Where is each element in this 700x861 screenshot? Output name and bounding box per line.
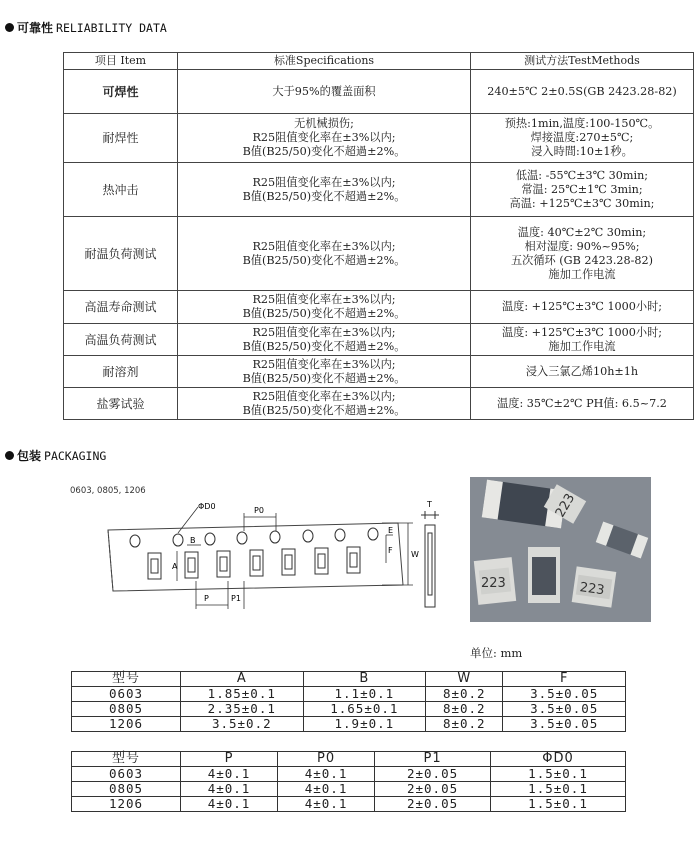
test-item: 耐焊性 [64,114,178,163]
dimension-cell: 2.35±0.1 [181,702,304,717]
label-f: F [388,546,393,555]
label-b: B [190,536,196,545]
reliability-row [64,356,694,388]
label-d0: ΦD0 [198,502,216,511]
reliability-row [64,217,694,291]
dimension-cell: 8±0.2 [426,702,503,717]
packaging-title-en: PACKAGING [44,448,107,463]
table-row [72,687,626,702]
label-a: A [172,562,178,571]
column-header: 型号 [72,672,181,687]
dimension-cell: 1.1±0.1 [303,687,426,702]
dimension-cell: 1.9±0.1 [303,717,426,732]
reliability-section-title [5,19,167,36]
specification-line: R25阻值变化率在±3%以内; [252,293,396,306]
specification-line: R25阻值变化率在±3%以内; [252,175,396,189]
test-method-cell [471,291,694,324]
specification-line: B值(B25/50)变化不超過±2%。 [242,371,406,385]
specification-line: B值(B25/50)变化不超過±2%。 [242,403,406,417]
specification-cell [178,217,471,291]
model-cell: 1206 [72,717,181,732]
column-header: W [426,672,503,687]
dimension-cell: 4±0.1 [278,767,375,782]
specification-line: R25阻值变化率在±3%以内; [252,325,396,339]
table-row [72,782,626,797]
test-method-line: 高温: +125℃±3℃ 30min; [509,196,655,210]
dimension-cell: 3.5±0.2 [181,717,304,732]
tape-outline [108,523,403,591]
test-method-line: 温度: +125℃±3℃ 1000小时; [501,300,663,313]
specification-line: B值(B25/50)变化不超過±2%。 [242,339,406,353]
test-method-line: 低温: -55℃±3℃ 30min; [515,168,649,182]
header-specifications: 标准Specifications [178,53,471,70]
dimension-cell: 1.5±0.1 [491,782,626,797]
label-w: W [411,550,419,559]
test-method-line: 预热:1min,温度:100-150℃。 [504,117,660,130]
bullet-dot-icon [5,23,14,32]
reliability-row [64,388,694,420]
test-method-cell [471,163,694,217]
dimension-cell: 1.85±0.1 [181,687,304,702]
reliability-title-en: RELIABILITY DATA [56,20,167,35]
packaging-title-cn: 包装 [17,449,42,463]
column-header: 型号 [72,752,181,767]
specification-line: 大于95%的覆盖面积 [272,84,376,98]
test-method-line: 温度: +125℃±3℃ 1000小时; [501,325,663,339]
test-method-line: 五次循环 (GB 2423.28-82) [510,253,654,267]
test-method-line: 浸入三氯乙烯10h±1h [525,364,639,378]
dimension-cell: 2±0.05 [375,797,491,812]
reliability-row [64,291,694,324]
chip-marking-3: 223 [578,580,606,599]
specification-line: 无机械损伤; [294,117,354,130]
label-e: E [388,526,394,535]
specification-cell [178,163,471,217]
specification-line: B值(B25/50)变化不超過±2%。 [242,145,406,158]
column-header: F [503,672,626,687]
table-row [72,767,626,782]
carrier-tape-drawing [68,483,448,623]
dimension-cell: 1.65±0.1 [303,702,426,717]
dimension-cell: 3.5±0.05 [503,702,626,717]
test-item: 热冲击 [64,163,178,217]
reliability-table [63,52,694,420]
specification-cell [178,114,471,163]
specification-line: B值(B25/50)变化不超過±2%。 [242,189,406,203]
reliability-row [64,114,694,163]
column-header: P0 [278,752,375,767]
test-method-line: 温度: 40℃±2℃ 30min; [517,225,647,239]
specification-cell [178,324,471,356]
header-item: 项目 Item [64,53,178,70]
test-item: 高温寿命测试 [64,291,178,324]
dimension-cell: 3.5±0.05 [503,717,626,732]
specification-cell [178,70,471,114]
model-cell: 0805 [72,782,181,797]
drawing-caption: 0603, 0805, 1206 [70,486,146,496]
dimension-cell: 1.5±0.1 [491,767,626,782]
dimension-cell: 4±0.1 [181,767,278,782]
dimension-cell: 3.5±0.05 [503,687,626,702]
dimension-cell: 8±0.2 [426,687,503,702]
column-header: P [181,752,278,767]
packaging-table-pitch [71,751,626,812]
bullet-dot-icon [5,451,14,460]
reliability-header-row [64,53,694,70]
specification-line: B值(B25/50)变化不超過±2%。 [242,253,406,267]
test-method-cell [471,388,694,420]
reliability-row [64,70,694,114]
chip-left [474,557,516,605]
label-p: P [204,594,209,603]
specification-line: R25阻值变化率在±3%以内; [252,389,396,403]
test-method-line: 施加工作电流 [548,267,616,281]
specification-line: R25阻值变化率在±3%以内; [252,239,396,253]
dimension-cell: 1.5±0.1 [491,797,626,812]
test-method-cell [471,324,694,356]
test-method-line: 焊接温度:270±5℃; [530,131,634,144]
test-method-line: 温度: 35℃±2℃ PH值: 6.5~7.2 [497,396,667,410]
test-item: 耐温负荷测试 [64,217,178,291]
packaging-table-header [72,672,626,687]
test-item: 高温负荷测试 [64,324,178,356]
dimension-cell: 4±0.1 [278,782,375,797]
test-method-line: 240±5℃ 2±0.5S(GB 2423.28-82) [487,84,677,98]
table-row [72,702,626,717]
tape-side-view [421,511,439,607]
specification-line: R25阻值变化率在±3%以内; [252,131,396,144]
dimension-cell: 2±0.05 [375,782,491,797]
dimension-cell: 4±0.1 [181,782,278,797]
column-header: P1 [375,752,491,767]
specification-cell [178,388,471,420]
packaging-table-dimensions [71,671,626,732]
chip-marking-1: 223 [552,491,579,521]
test-method-cell [471,114,694,163]
test-item: 耐溶剂 [64,356,178,388]
test-method-cell [471,217,694,291]
specification-line: R25阻值变化率在±3%以内; [252,357,396,371]
test-item: 盐雾试验 [64,388,178,420]
header-test-methods: 测试方法TestMethods [471,53,694,70]
specification-line: B值(B25/50)变化不超過±2%。 [242,307,406,320]
reliability-row [64,163,694,217]
model-cell: 0603 [72,687,181,702]
dimension-cell: 2±0.05 [375,767,491,782]
test-method-line: 施加工作电流 [548,339,616,353]
table-row [72,797,626,812]
test-method-line: 浸入時間:10±1秒。 [531,145,633,158]
sprocket-holes [130,528,378,547]
table-row [72,717,626,732]
dimension-cell: 8±0.2 [426,717,503,732]
test-method-cell [471,70,694,114]
test-item: 可焊性 [64,70,178,114]
packaging-table-header [72,752,626,767]
chip-pockets [148,547,360,579]
test-method-line: 常温: 25℃±1℃ 3min; [521,182,643,196]
unit-label: 单位: mm [470,646,523,660]
model-cell: 0805 [72,702,181,717]
packaging-section-title [5,447,106,464]
specification-cell [178,356,471,388]
column-header: A [181,672,304,687]
dimension-cell: 4±0.1 [181,797,278,812]
column-header: ΦD0 [491,752,626,767]
chip-marking-2: 223 [481,576,506,591]
column-header: B [303,672,426,687]
specification-cell [178,291,471,324]
chip-photo [470,477,651,622]
test-method-line: 相对湿度: 90%~95%; [524,239,640,253]
model-cell: 0603 [72,767,181,782]
reliability-row [64,324,694,356]
label-p0: P0 [254,506,264,515]
model-cell: 1206 [72,797,181,812]
chip-middle [528,547,560,603]
chip-bottom-right [572,566,617,607]
test-method-cell [471,356,694,388]
reliability-title-cn: 可靠性 [17,21,54,35]
dimension-cell: 4±0.1 [278,797,375,812]
label-t: T [427,500,432,509]
label-p1: P1 [231,594,241,603]
